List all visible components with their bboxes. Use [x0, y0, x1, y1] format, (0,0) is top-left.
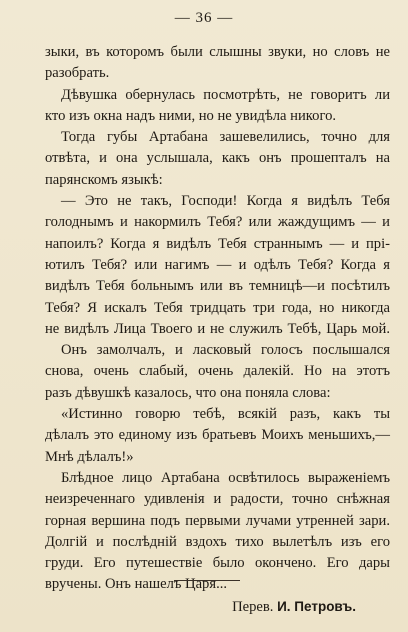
- text-line: Блѣдное лицо Артабана освѣтилось выраженіемъ: [61, 469, 390, 486]
- text-line: дѣлалъ это единому изъ братьевъ Моихъ меньшихъ,—: [45, 427, 390, 444]
- text-line: — Это не такъ, Господи! Когда я видѣлъ Тебя: [61, 193, 390, 210]
- translator-signature: [45, 596, 390, 618]
- text-line: отвѣта, и она услышала, какъ онъ прошепталъ на: [45, 150, 390, 167]
- text-line: Тогда губы Артабана зашевелились, точно для: [61, 129, 390, 146]
- text-line: видѣлъ Тебя больнымъ или въ темницѣ—и посѣтилъ: [45, 278, 390, 295]
- text-line: неизреченнаго удивленія и радости, точно снѣжная: [45, 491, 390, 508]
- text-line: парянскомъ языкѣ:: [45, 171, 163, 188]
- text-line: Мнѣ дѣлалъ!»: [45, 448, 134, 465]
- text-line: снова, очень слабый, очень далекій. Но на этотъ: [45, 363, 390, 380]
- text-line: разъ дѣвушкѣ казалось, что она поняла слова:: [45, 384, 331, 401]
- end-rule: [174, 580, 240, 581]
- text-line: Тебя? Я искалъ Тебя тридцать три года, но никогда: [45, 299, 390, 316]
- text-line: кто изъ окна надъ ними, но не увидѣла никого.: [45, 107, 337, 124]
- signature-name: И. Петровъ.: [277, 598, 356, 614]
- text-line: Дѣвушка обернулась посмотрѣть, не говоритъ ли: [61, 86, 390, 103]
- text-line: напоилъ? Когда я видѣлъ Тебя страннымъ — и прі-: [45, 235, 390, 252]
- text-line: «Истинно говорю тебѣ, всякій разъ, какъ ты: [61, 406, 390, 423]
- text-line: голоднымъ и накормилъ Тебя? или жаждущимъ — и: [45, 214, 390, 231]
- text-line: зыки, въ которомъ были слышны звуки, но словъ не: [45, 44, 390, 60]
- text-line: Долгій и послѣдній вздохъ тихо вылетѣлъ изъ его: [45, 533, 390, 550]
- text-line: разобрать.: [45, 65, 110, 82]
- page-number: — 36 —: [174, 10, 234, 26]
- body-text: [45, 42, 390, 618]
- text-line: Онъ замолчалъ, и ласковый голосъ послышался: [61, 342, 390, 359]
- text-line: ютилъ Тебя? или нагимъ — и одѣлъ Тебя? Когда я: [45, 256, 390, 273]
- signature-prefix: Перев.: [232, 598, 274, 615]
- text-line: не видѣлъ Лица Твоего и не служилъ Тебѣ, Царь мой.: [45, 320, 390, 337]
- text-line: горная вершина подъ первыми лучами утренней зари.: [45, 512, 390, 529]
- text-line: вручены. Онъ нашелъ Царя...: [45, 576, 228, 593]
- text-line: груди. Его путешествіе было окончено. Его дары: [45, 555, 390, 572]
